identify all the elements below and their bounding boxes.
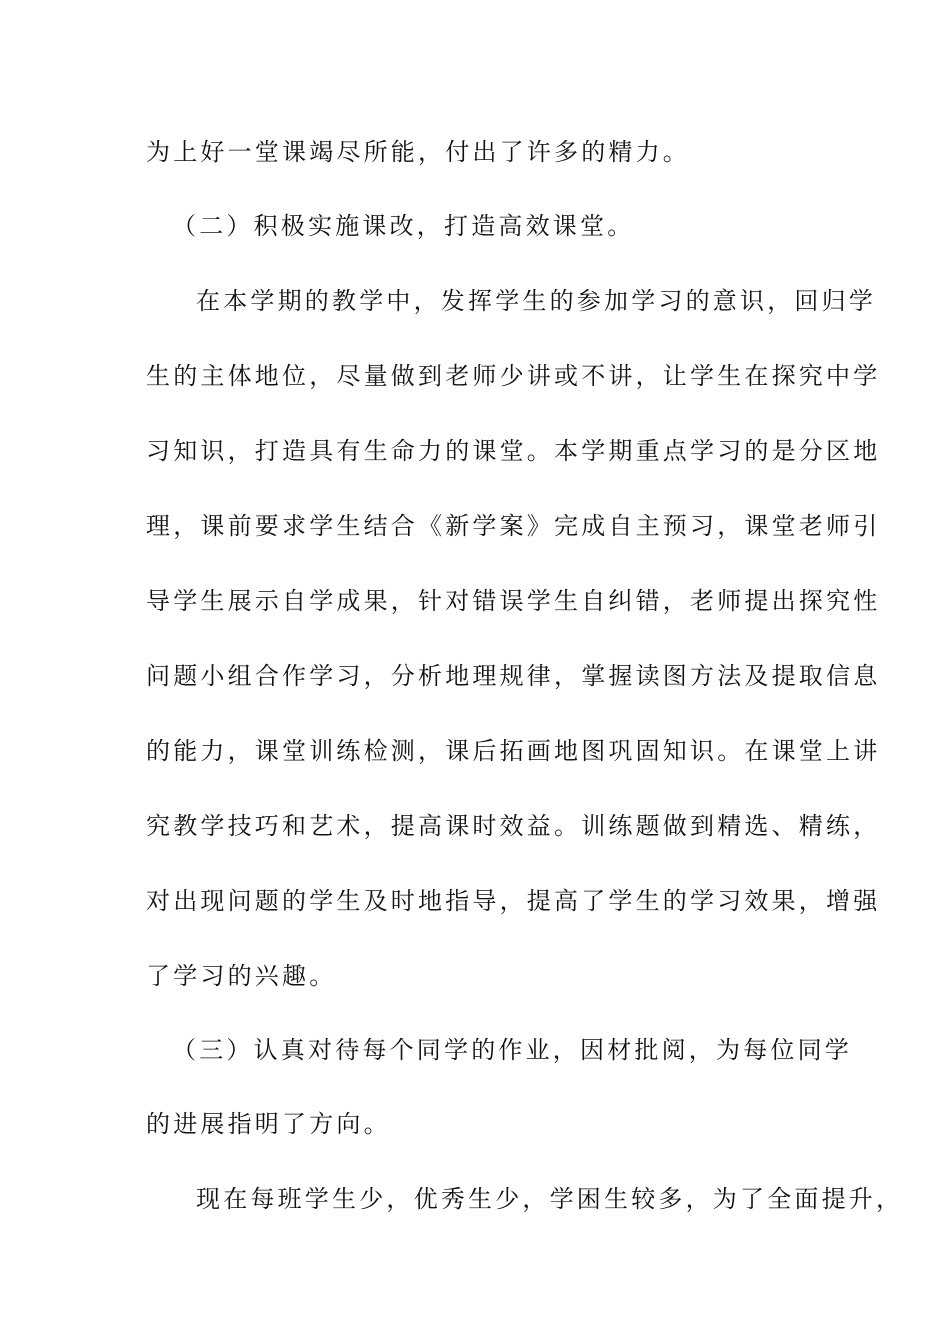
paragraph-line: 了学习的兴趣。 [146, 962, 337, 990]
paragraph-line: 习知识，打造具有生命力的课堂。本学期重点学习的是分区地 [146, 437, 881, 465]
paragraph-line: 的能力，课堂训练检测，课后拓画地图巩固知识。在课堂上讲 [146, 737, 881, 765]
paragraph-line: 对出现问题的学生及时地指导，提高了学生的学习效果，增强 [146, 887, 881, 915]
paragraph-line: 问题小组合作学习，分析地理规律，掌握读图方法及提取信息 [146, 662, 881, 690]
paragraph-line: 究教学技巧和艺术，提高课时效益。训练题做到精选、精练， [146, 812, 881, 840]
paragraph-line: 生的主体地位，尽量做到老师少讲或不讲，让学生在探究中学 [146, 362, 881, 390]
paragraph-line: 导学生展示自学成果，针对错误学生自纠错，老师提出探究性 [146, 587, 881, 615]
paragraph-line: 在本学期的教学中，发挥学生的参加学习的意识，回归学 [196, 287, 876, 315]
paragraph-line: 的进展指明了方向。 [146, 1110, 391, 1138]
section-heading-3: （三）认真对待每个同学的作业，因材批阅，为每位同学 [172, 1036, 852, 1064]
paragraph-line: 现在每班学生少，优秀生少，学困生较多，为了全面提升， [196, 1185, 904, 1213]
section-heading-2: （二）积极实施课改，打造高效课堂。 [172, 212, 635, 240]
paragraph-line: 理，课前要求学生结合《新学案》完成自主预习，课堂老师引 [146, 512, 881, 540]
paragraph-line: 为上好一堂课竭尽所能，付出了许多的精力。 [146, 138, 690, 166]
